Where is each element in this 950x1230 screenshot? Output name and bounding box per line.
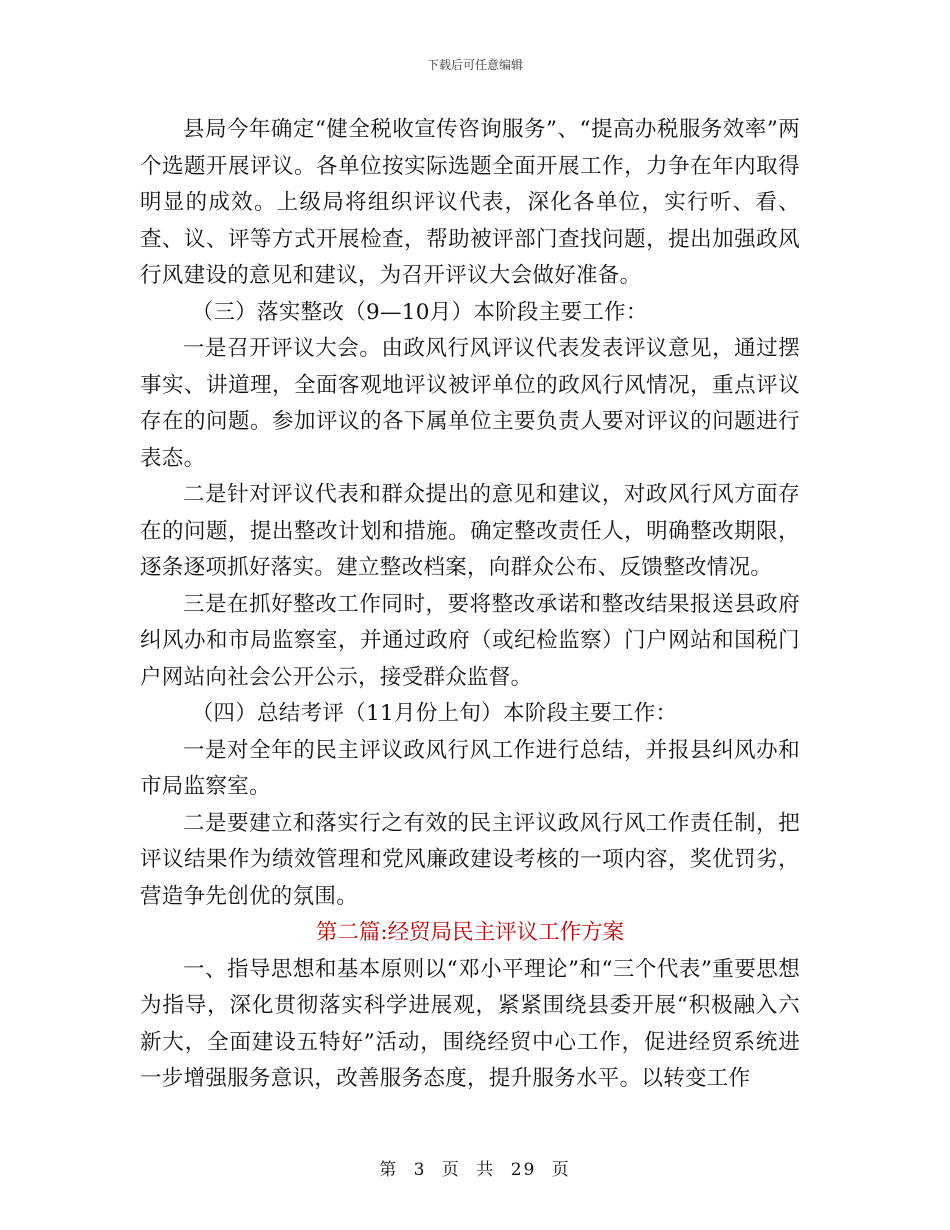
document-body bbox=[140, 112, 800, 1098]
footer-label-di: 第 bbox=[379, 1160, 399, 1180]
footer-label-gong: 共 bbox=[476, 1160, 496, 1180]
paragraph-guiding-ideology: 一、指导思想和基本原则以“邓小平理论”和“三个代表”重要思想为指导，深化贯彻落实科学进展观，紧紧围绕县委开展“积极融入六新大，全面建设五特好”活动，围绕经贸中心工作，促进经贸系统进一步增强服务意识，改善服务态度，提升服务水平。以转变工作 bbox=[140, 956, 800, 1091]
paragraph-review-topics: 县局今年确定“健全税收宣传咨询服务”、“提高办税服务效率”两个选题开展评议。各单位按实际选题全面开展工作，力争在年内取得明显的成效。上级局将组织评议代表，深化各单位，实行听、看、查、议、评等方式开展检查，帮助被评部门查找问题，提出加强政风行风建设的意见和建议，为召开评议大会做好准备。 bbox=[140, 117, 800, 288]
page-header-note: 下载后可任意编辑 bbox=[426, 58, 523, 72]
footer-label-ye: 页 bbox=[441, 1160, 461, 1180]
paragraph-review-meeting: 一是召开评议大会。由政风行风评议代表发表评议意见，通过摆事实、讲道理，全面客观地评议被评单位的政风行风情况，重点评议存在的问题。参加评议的各下属单位主要负责人要对评议的问题进行表态。 bbox=[140, 336, 800, 471]
paragraph-annual-summary: 一是对全年的民主评议政风行风工作进行总结，并报县纠风办和市局监察室。 bbox=[140, 737, 800, 799]
paragraph-stage-four-heading: （四）总结考评（11月份上旬）本阶段主要工作： bbox=[191, 701, 678, 726]
paragraph-rectification-plan: 二是针对评议代表和群众提出的意见和建议，对政风行风方面存在的问题，提出整改计划和措施。确定整改责任人，明确整改期限，逐条逐项抓好落实。建立整改档案，向群众公布、反馈整改情况。 bbox=[140, 482, 800, 580]
paragraph-responsibility-system: 二是要建立和落实行之有效的民主评议政风行风工作责任制，把评议结果作为绩效管理和党风廉政建设考核的一项内容，奖优罚劣，营造争先创优的氛围。 bbox=[140, 810, 800, 909]
paragraph-public-disclosure: 三是在抓好整改工作同时，要将整改承诺和整改结果报送县政府纠风办和市局监察室，并通过政府（或纪检监察）门户网站和国税门户网站向社会公开公示，接受群众监督。 bbox=[140, 591, 800, 690]
footer-current-page: 3 bbox=[413, 1160, 427, 1180]
section-heading: 第二篇:经贸局民主评议工作方案 bbox=[315, 920, 625, 945]
paragraph-stage-three-heading: （三）落实整改（9—10月）本阶段主要工作： bbox=[191, 299, 648, 325]
footer-total-pages: 29 bbox=[510, 1160, 537, 1180]
footer-label-ye-end: 页 bbox=[551, 1160, 571, 1180]
page-footer bbox=[0, 1155, 950, 1180]
